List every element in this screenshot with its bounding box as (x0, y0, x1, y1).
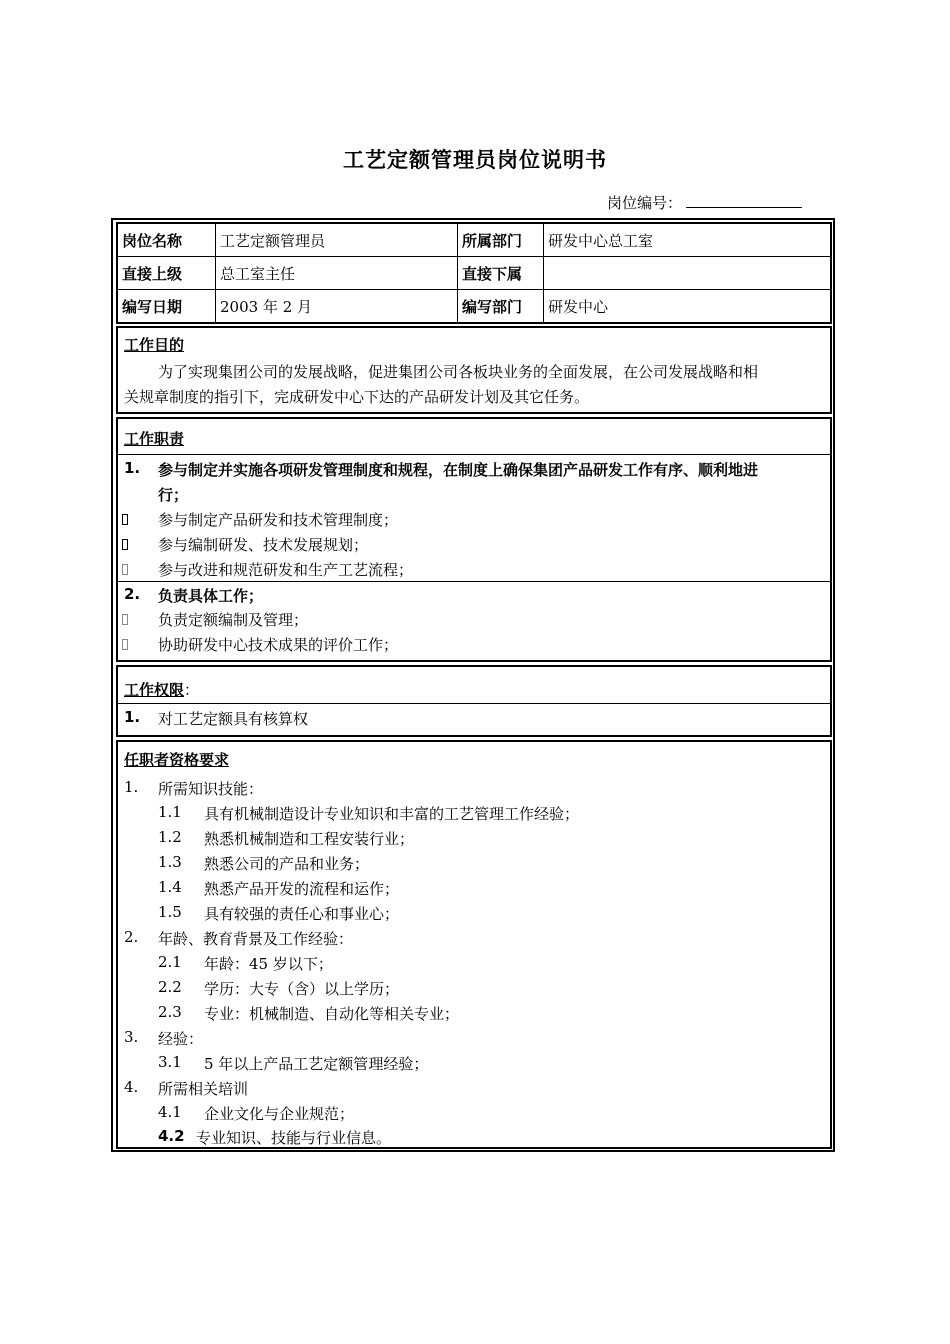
bullet-icon (122, 639, 128, 650)
purpose-section (116, 326, 832, 414)
qual-number: 2.3 (158, 1003, 182, 1021)
bullet-icon (122, 564, 128, 575)
qual-number: 2.1 (158, 953, 182, 971)
info-row (118, 257, 830, 290)
qual-text: 年龄：45 岁以下； (204, 955, 333, 973)
info-value: 研发中心 (543, 290, 830, 322)
info-label: 编写部门 (457, 290, 543, 322)
qual-text: 企业文化与企业规范； (204, 1105, 355, 1123)
purpose-text-line: 为了实现集团公司的发展战略，促进集团公司各板块业务的全面发展，在公司发展战略和相 (158, 363, 759, 381)
authority-section (116, 665, 832, 737)
qual-number: 3.1 (158, 1053, 182, 1071)
qual-number: 1.5 (158, 903, 182, 921)
duty-sub-item: 协助研发中心技术成果的评价工作； (158, 636, 399, 654)
qual-number: 3. (124, 1028, 139, 1046)
info-value: 2003 年 2 月 (215, 290, 457, 322)
qual-text: 学历：大专（含）以上学历； (204, 980, 400, 998)
qual-text: 年龄、教育背景及工作经验： (158, 930, 354, 948)
section-divider (118, 581, 830, 582)
section-divider (118, 703, 830, 704)
qual-text: 熟悉机械制造和工程安装行业； (204, 830, 415, 848)
post-number-blank (686, 193, 802, 208)
authority-heading (124, 679, 199, 700)
qual-text: 具有机械制造设计专业知识和丰富的工艺管理工作经验； (204, 805, 580, 823)
qual-number: 2.2 (158, 978, 182, 996)
duty-number: 1. (124, 459, 141, 477)
qual-text: 5 年以上产品工艺定额管理经验； (204, 1055, 429, 1073)
authority-item: 对工艺定额具有核算权 (158, 710, 309, 728)
info-label: 岗位名称 (122, 231, 183, 250)
info-label: 编写日期 (122, 297, 183, 316)
duties-section (116, 417, 832, 662)
qual-number: 1. (124, 778, 139, 796)
info-row (118, 290, 830, 322)
duty-sub-item: 参与制定产品研发和技术管理制度； (158, 511, 399, 529)
qual-number: 1.3 (158, 853, 182, 871)
qual-number: 2. (124, 928, 139, 946)
qual-text: 所需相关培训 (158, 1080, 249, 1098)
duties-heading: 工作职责 (124, 430, 185, 448)
qual-text: 所需知识技能： (158, 780, 264, 798)
duty-sub-item: 参与编制研发、技术发展规划； (158, 536, 369, 554)
bullet-icon (122, 539, 128, 550)
info-value: 研发中心总工室 (543, 224, 830, 256)
duty-title-line: 行； (158, 486, 189, 504)
qual-text: 专业：机械制造、自动化等相关专业； (204, 1005, 460, 1023)
duty-title-line: 负责具体工作； (158, 587, 264, 605)
info-row (118, 224, 830, 257)
post-number-label: 岗位编号： (607, 194, 683, 212)
duty-title-line: 参与制定并实施各项研发管理制度和规程，在制度上确保集团产品研发工作有序、顺利地进 (158, 461, 759, 479)
qual-text: 经验： (158, 1030, 204, 1048)
info-value: 工艺定额管理员 (215, 224, 457, 256)
purpose-text-line: 关规章制度的指引下，完成研发中心下达的产品研发计划及其它任务。 (124, 388, 590, 406)
info-label: 直接下属 (457, 257, 543, 289)
duty-sub-item: 负责定额编制及管理； (158, 611, 309, 629)
qual-number: 4. (124, 1078, 139, 1096)
bullet-icon (122, 614, 128, 625)
qual-number: 4.2 (158, 1127, 185, 1145)
authority-heading-text: 工作权限 (124, 681, 185, 699)
duty-sub-item: 参与改进和规范研发和生产工艺流程； (158, 561, 414, 579)
authority-number: 1. (124, 708, 141, 726)
qualification-section (116, 740, 832, 1149)
qual-text: 专业知识、技能与行业信息。 (196, 1129, 392, 1147)
qual-number: 1.1 (158, 803, 182, 821)
qual-text: 具有较强的责任心和事业心； (204, 905, 400, 923)
info-value (543, 257, 830, 289)
qual-text: 熟悉产品开发的流程和运作； (204, 880, 400, 898)
authority-heading-colon: ： (184, 681, 200, 699)
qualification-heading: 任职者资格要求 (124, 751, 230, 769)
purpose-heading: 工作目的 (124, 336, 185, 354)
qual-number: 4.1 (158, 1103, 182, 1121)
qual-number: 1.4 (158, 878, 182, 896)
qual-text: 熟悉公司的产品和业务； (204, 855, 370, 873)
basic-info-table (116, 222, 832, 324)
info-label: 所属部门 (457, 224, 543, 256)
bullet-icon (122, 514, 128, 525)
duty-number: 2. (124, 585, 141, 603)
info-label: 直接上级 (122, 264, 183, 283)
section-divider (118, 454, 830, 455)
qual-number: 1.2 (158, 828, 182, 846)
info-value: 总工室主任 (215, 257, 457, 289)
post-number-field (607, 192, 802, 213)
page-title: 工艺定额管理员岗位说明书 (343, 148, 607, 172)
